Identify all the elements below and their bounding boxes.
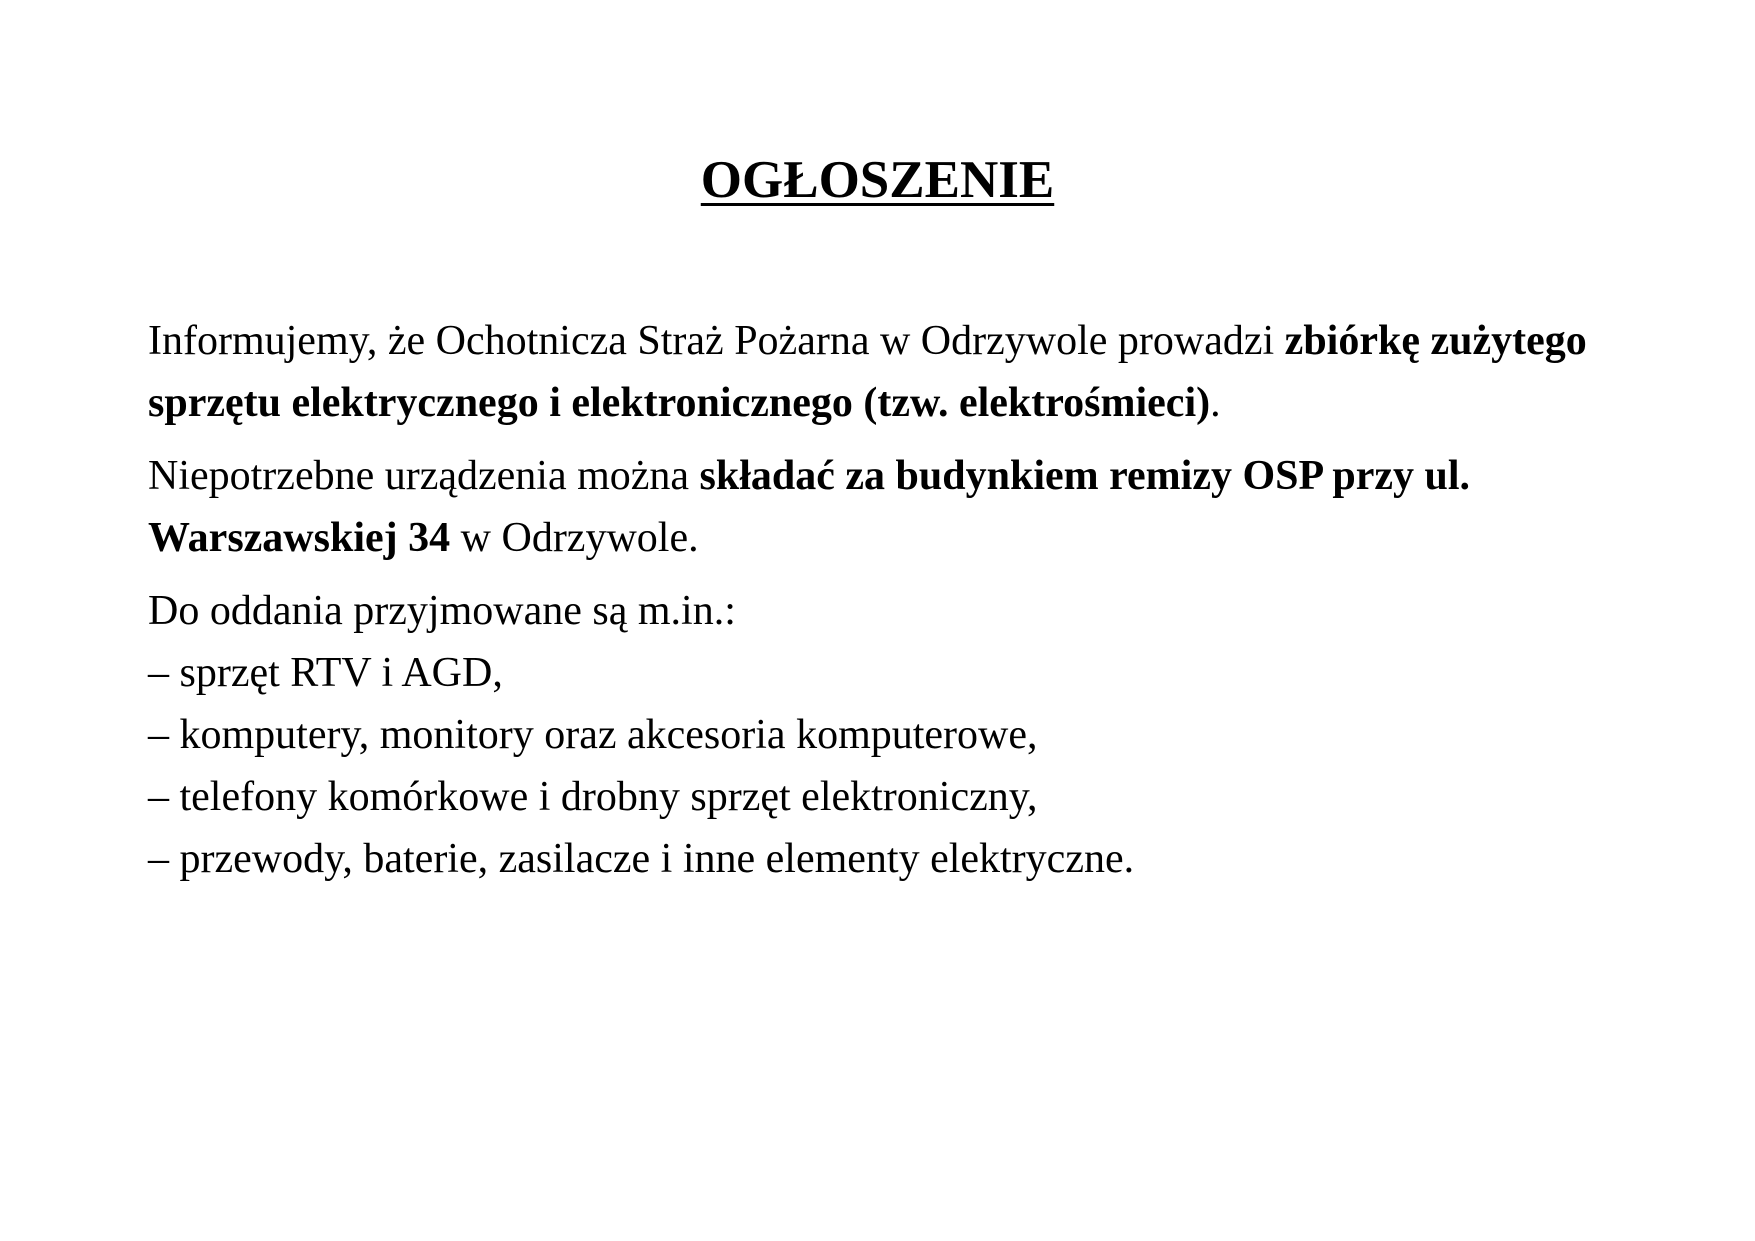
accepted-items-list — [148, 642, 1588, 890]
paragraph1-end: . — [1210, 380, 1221, 426]
paragraph-accepted-items — [148, 580, 1588, 890]
paragraph2-end: w Odrzywole. — [450, 515, 699, 561]
paragraph-collection-info — [148, 310, 1588, 434]
accepted-items-intro: Do oddania przyjmowane są m.in.: — [148, 588, 736, 634]
list-item: – komputery, monitory oraz akcesoria komputerowe, — [148, 712, 1038, 758]
list-item: – sprzęt RTV i AGD, — [148, 650, 503, 696]
paragraph1-text: Informujemy, że Ochotnicza Straż Pożarna w Odrzywole prowadzi — [148, 318, 1285, 364]
list-item: – przewody, baterie, zasilacze i inne elementy elektryczne. — [148, 836, 1135, 882]
list-item: – telefony komórkowe i drobny sprzęt elektroniczny, — [148, 774, 1038, 820]
document-body — [148, 310, 1588, 901]
paragraph2-text: Niepotrzebne urządzenia można — [148, 453, 700, 499]
document-title — [0, 150, 1755, 210]
paragraph-location — [148, 445, 1588, 569]
paragraph1-bold: zbiórkę zużytego sprzętu elektrycznego i elektronicznego (tzw. elektrośmieci) — [148, 318, 1587, 426]
paragraph2-bold: składać za budynkiem remizy OSP przy ul. Warszawskiej 34 — [148, 453, 1471, 561]
title-text: OGŁOSZENIE — [700, 151, 1055, 209]
